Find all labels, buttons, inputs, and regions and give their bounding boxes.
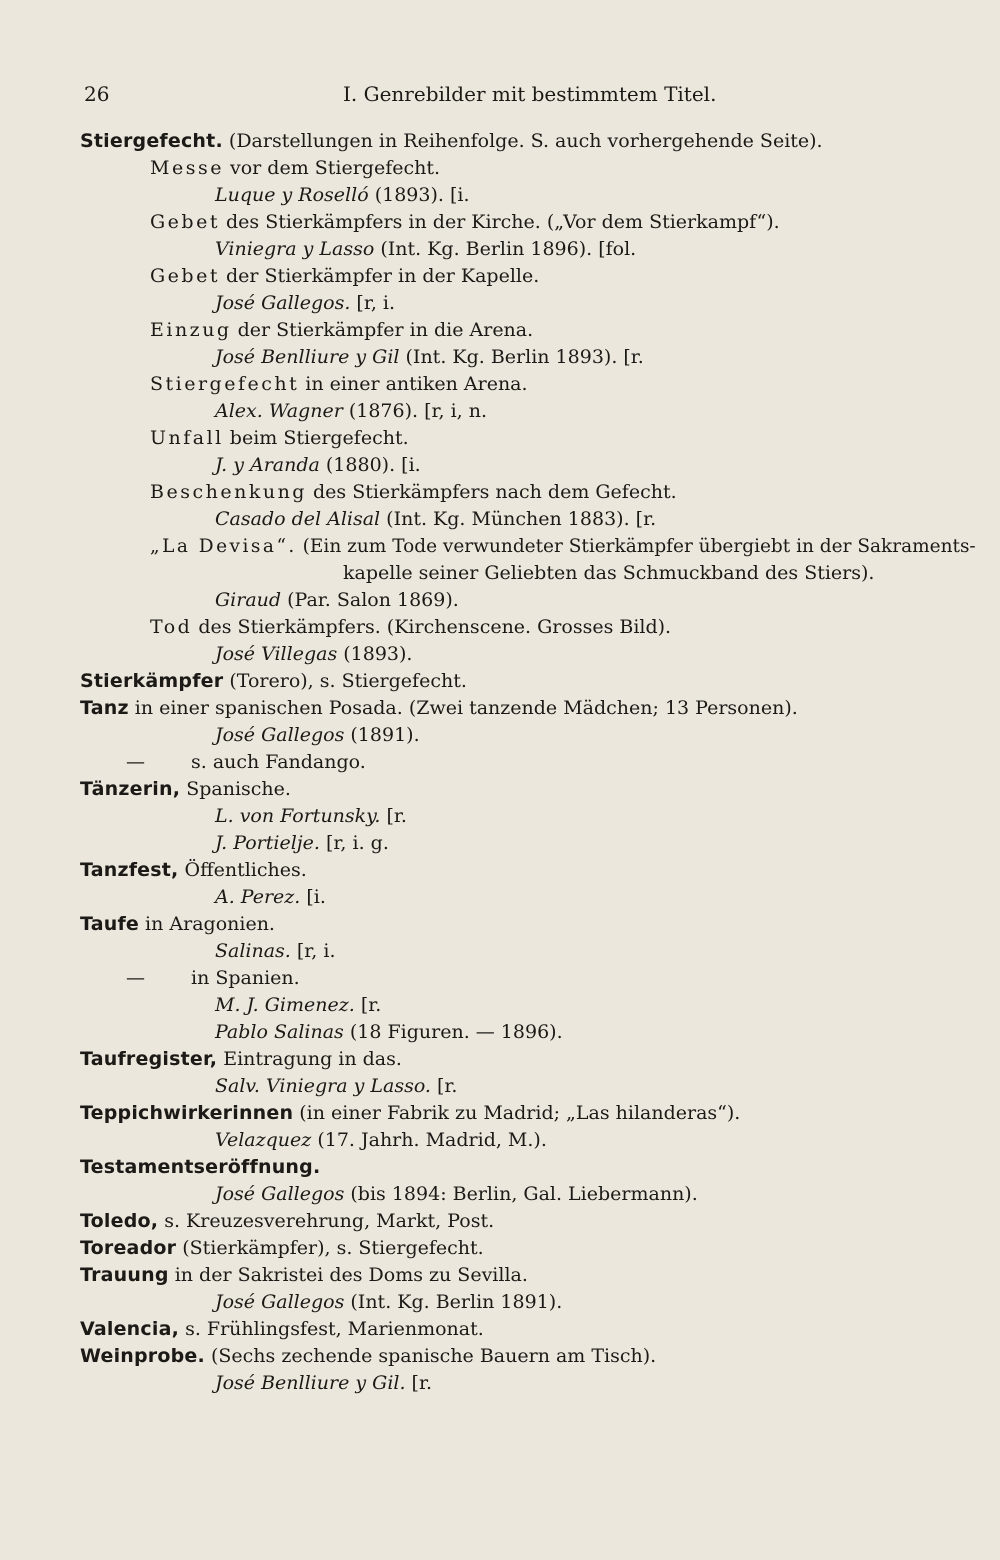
subentry-line [150, 317, 533, 344]
entry-heading: Taufregister, [80, 1048, 218, 1070]
subentry-line [126, 749, 366, 776]
entry-text: (1893). [i. [368, 184, 470, 206]
entry-text: Öffentliches. [178, 859, 307, 881]
artist-name: Salv. Viniegra y Lasso. [215, 1075, 431, 1097]
entry-text: (Stierkämpfer), s. Stiergefecht. [176, 1237, 484, 1259]
entry-text: (Torero), s. Stiergefecht. [223, 670, 467, 692]
artist-name: M. J. Gimenez. [215, 994, 355, 1016]
artist-name: Luque y Roselló [215, 184, 369, 206]
entry-text: (1880). [i. [319, 454, 421, 476]
subentry-line [150, 371, 528, 398]
entry-text: (Int. Kg. München 1883). [r. [380, 508, 657, 530]
entry-text: [r, i. [350, 292, 396, 314]
entry-text: [r, i. [290, 940, 336, 962]
entry-text: (1893). [337, 643, 413, 665]
artist-line [215, 1127, 547, 1154]
artist-name: Alex. [215, 400, 263, 422]
entry-text: (Darstellungen in Reihenfolge. S. auch vorhergehende Seite). [222, 130, 823, 152]
entry-text: in Aragonien. [139, 913, 275, 935]
entry-text: des Stierkämpfers in der Kirche. („Vor dem Stierkampf“). [219, 211, 780, 233]
entry-text: [r. [430, 1075, 458, 1097]
artist-name: Velazquez [215, 1129, 312, 1151]
entry-heading-line [80, 1262, 528, 1289]
entry-heading: Toreador [80, 1237, 177, 1259]
entry-heading-line [80, 695, 798, 722]
entry-text: vor dem Stiergefecht. [223, 157, 441, 179]
artist-name: José Villegas [215, 643, 338, 665]
entry-heading: Stiergefecht. [80, 130, 223, 152]
entry-heading-line [80, 1235, 484, 1262]
artist-line [215, 1289, 562, 1316]
artist-name: Viniegra y Lasso [215, 238, 375, 260]
entry-text: (1891). [344, 724, 420, 746]
subentry-line [150, 263, 539, 290]
subentry-line [150, 479, 677, 506]
subentry-title: Gebet [150, 211, 220, 233]
entry-text: [r. [405, 1372, 433, 1394]
entry-heading: Taufe [80, 913, 140, 935]
entry-text: [i. [300, 886, 326, 908]
entry-heading: Toledo, [80, 1210, 159, 1232]
entry-text: (Int. Kg. Berlin 1893). [r. [399, 346, 644, 368]
artist-name: José Benlliure y Gil. [215, 1372, 406, 1394]
entry-text: der Stierkämpfer in die Arena. [231, 319, 534, 341]
entry-text: (17. Jahrh. Madrid, M.). [311, 1129, 547, 1151]
artist-line [215, 506, 656, 533]
subentry-line [150, 614, 671, 641]
entry-text: (1876). [r, i, n. [342, 400, 487, 422]
entry-heading: Tanz [80, 697, 129, 719]
entry-text: Spanische. [180, 778, 291, 800]
entry-text: des Stierkämpfers. (Kirchenscene. Grosses Bild). [192, 616, 672, 638]
artist-line [215, 452, 421, 479]
entry-heading-line [80, 911, 275, 938]
artist-name: Wagner [268, 400, 343, 422]
subentry-title: Beschenkung [150, 481, 307, 503]
entry-text: (Ein zum Tode verwundeter Stierkämpfer übergiebt in der Sakraments- [296, 536, 976, 557]
entry-text: (Int. Kg. Berlin 1891). [344, 1291, 563, 1313]
artist-name: Pablo Salinas [215, 1021, 344, 1043]
running-title: I. Genrebilder mit bestimmtem Titel. [343, 82, 717, 106]
entry-heading-line [80, 1343, 656, 1370]
entry-heading-line [80, 1046, 402, 1073]
page-header [0, 82, 1000, 114]
artist-name: José Gallegos [215, 1291, 345, 1313]
entry-text: [r. [354, 994, 382, 1016]
artist-line [215, 587, 459, 614]
artist-name: José Benlliure y Gil [215, 346, 400, 368]
entry-text: (18 Figuren. — 1896). [343, 1021, 563, 1043]
entry-text: (Par. Salon 1869). [281, 589, 459, 611]
artist-line [215, 884, 326, 911]
entry-heading: Trauung [80, 1264, 169, 1286]
entry-heading: Stierkämpfer [80, 670, 224, 692]
entry-text: Eintragung in das. [217, 1048, 402, 1070]
entry-text: in einer antiken Arena. [299, 373, 528, 395]
subentry-line [126, 965, 300, 992]
entry-heading: Tanzfest, [80, 859, 179, 881]
artist-line [215, 1370, 432, 1397]
entry-heading-line [80, 1316, 484, 1343]
artist-name: José Gallegos [215, 1183, 345, 1205]
artist-line [215, 1019, 563, 1046]
ditto-dash: — [126, 967, 145, 989]
artist-line [215, 938, 336, 965]
entry-text: der Stierkämpfer in der Kapelle. [219, 265, 540, 287]
artist-line [215, 236, 636, 263]
artist-line [215, 830, 389, 857]
entry-text: (Int. Kg. Berlin 1896). [fol. [374, 238, 637, 260]
artist-name: José Gallegos [215, 724, 345, 746]
entry-text: [r, i. g. [319, 832, 389, 854]
subentry-line [150, 533, 976, 560]
artist-line [215, 182, 469, 209]
continuation-line [343, 560, 874, 587]
subentry-title: Gebet [150, 265, 220, 287]
entry-heading: Valencia, [80, 1318, 180, 1340]
subentry-line [150, 425, 409, 452]
ditto-dash: — [126, 751, 145, 773]
entry-text: (Sechs zechende spanische Bauern am Tisch). [204, 1345, 657, 1367]
entry-text: kapelle seiner Geliebten das Schmuckband des Stiers). [343, 562, 875, 584]
page-number: 26 [84, 82, 110, 106]
artist-name: J. Portielje. [215, 832, 320, 854]
entry-text: in der Sakristei des Doms zu Sevilla. [168, 1264, 528, 1286]
artist-line [215, 803, 407, 830]
entry-text: [r. [380, 805, 407, 827]
entry-heading-line [80, 1154, 320, 1181]
entry-heading-line [80, 857, 307, 884]
subentry-title: Stiergefecht [150, 373, 300, 395]
artist-line [215, 290, 395, 317]
artist-name: Salinas. [215, 940, 291, 962]
entry-text: beim Stiergefecht. [223, 427, 409, 449]
entry-heading: Testamentseröffnung. [80, 1156, 321, 1178]
subentry-title: Einzug [150, 319, 232, 341]
artist-name: Casado del Alisal [215, 508, 381, 530]
entry-heading-line [80, 128, 823, 155]
entry-text: in einer spanischen Posada. (Zwei tanzende Mädchen; 13 Personen). [128, 697, 798, 719]
entry-heading: Teppichwirkerinnen [80, 1102, 294, 1124]
entry-heading-line [80, 776, 291, 803]
entry-heading-line [80, 668, 467, 695]
entry-heading-line [80, 1208, 494, 1235]
artist-line [215, 1073, 457, 1100]
entry-text: in Spanien. [191, 967, 300, 989]
entry-text: des Stierkämpfers nach dem Gefecht. [306, 481, 677, 503]
subentry-title: Unfall [150, 427, 224, 449]
artist-line [215, 1181, 698, 1208]
artist-name: Giraud [215, 589, 282, 611]
entry-text: (in einer Fabrik zu Madrid; „Las hilanderas“). [293, 1102, 741, 1124]
entry-text: s. Frühlingsfest, Marienmonat. [179, 1318, 484, 1340]
artist-line [215, 722, 420, 749]
entry-heading: Tänzerin, [80, 778, 181, 800]
artist-name: A. Perez. [215, 886, 301, 908]
entry-heading-line [80, 1100, 740, 1127]
entry-text: (bis 1894: Berlin, Gal. Liebermann). [344, 1183, 698, 1205]
subentry-title: Messe [150, 157, 224, 179]
subentry-line [150, 209, 780, 236]
entry-text: s. auch Fandango. [191, 751, 366, 773]
subentry-title: „La Devisa“. [150, 536, 297, 557]
artist-line [215, 992, 381, 1019]
artist-line [215, 344, 644, 371]
artist-line [215, 641, 412, 668]
subentry-title: Tod [150, 616, 193, 638]
subentry-line [150, 155, 440, 182]
artist-name: L. von Fortunsky. [215, 805, 381, 827]
artist-name: J. y Aranda [215, 454, 320, 476]
artist-line [215, 398, 487, 425]
artist-name: José Gallegos. [215, 292, 351, 314]
entry-heading: Weinprobe. [80, 1345, 205, 1367]
entry-text: s. Kreuzesverehrung, Markt, Post. [158, 1210, 495, 1232]
